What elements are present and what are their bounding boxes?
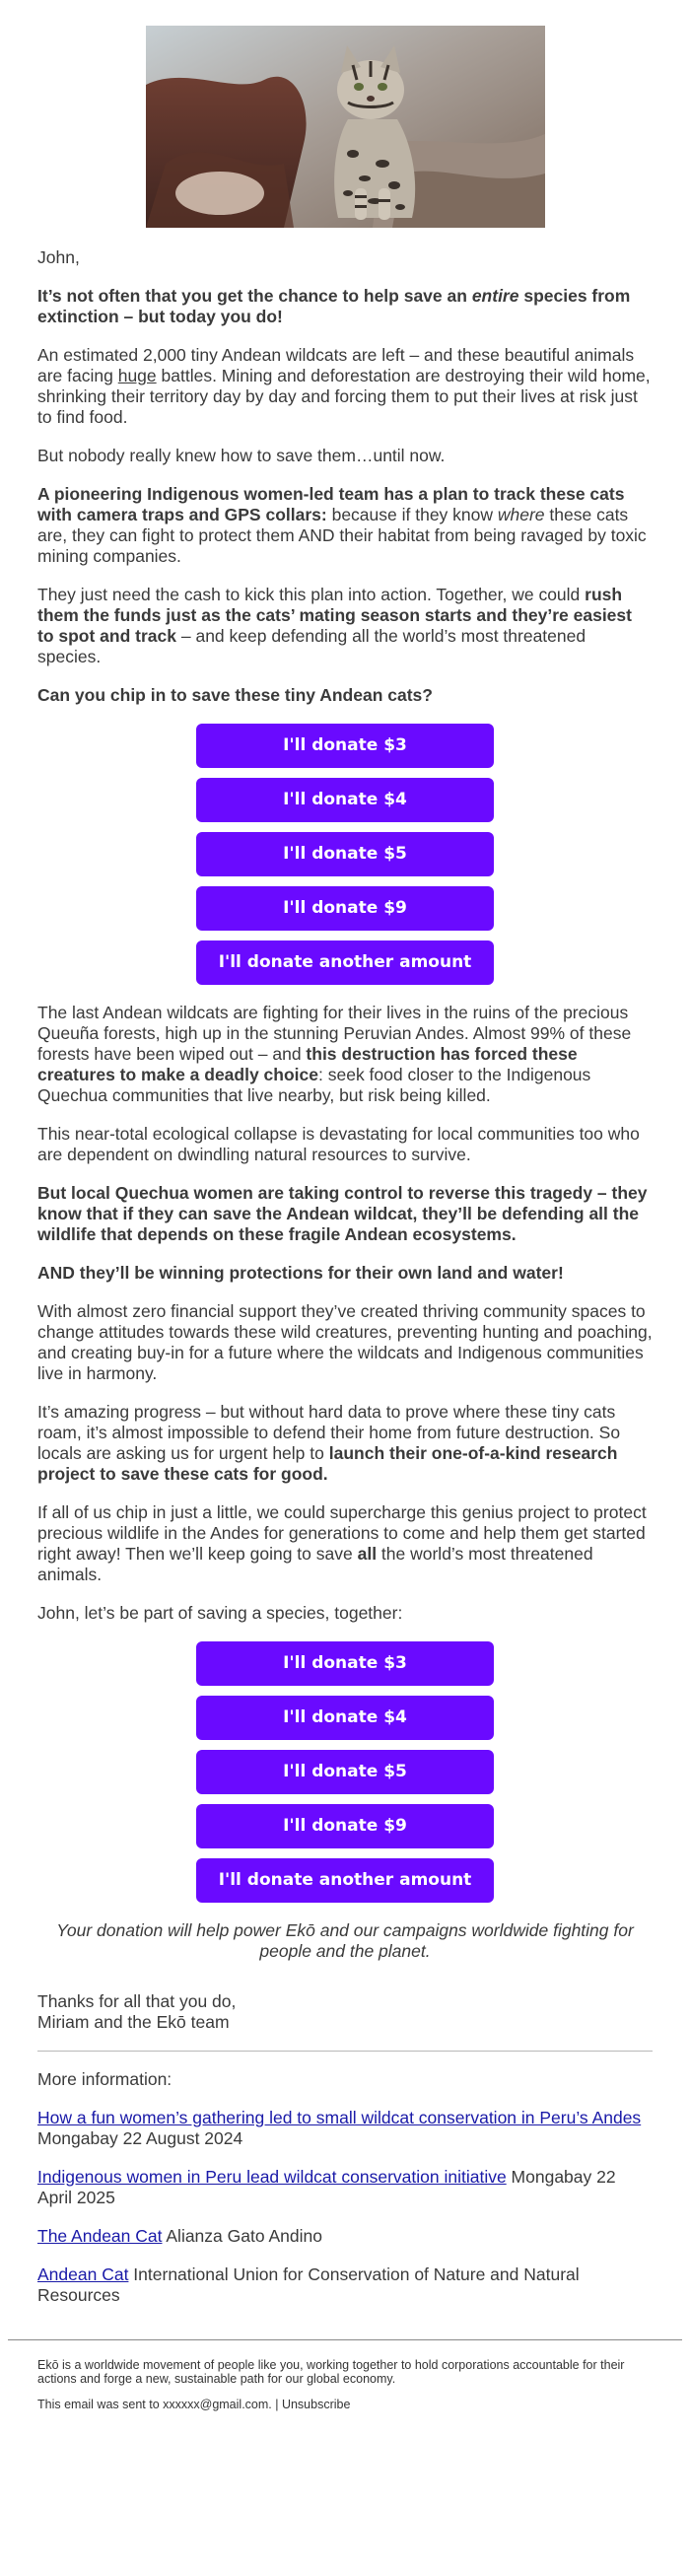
intro-text-c: species from extinction – but today you do! bbox=[37, 286, 631, 326]
para4-text-d: these cats are, they can fight to protect them AND their habitat from being ravaged by toxic mining companies. bbox=[37, 505, 647, 566]
reference-source: Mongabay 22 April 2025 bbox=[37, 2167, 616, 2207]
paragraph-forests bbox=[37, 1003, 653, 1106]
divider bbox=[37, 2051, 653, 2052]
donate-other-amount-button[interactable]: I'll donate another amount bbox=[196, 940, 494, 985]
reference-source: Mongabay 22 August 2024 bbox=[37, 2128, 243, 2148]
reference-source: International Union for Conservation of Nature and Natural Resources bbox=[37, 2264, 580, 2305]
donate-3-button[interactable]: I'll donate $3 bbox=[196, 1641, 494, 1686]
hero-image bbox=[146, 26, 545, 228]
paragraph-quechua-women bbox=[37, 1183, 653, 1245]
para4-bold: A pioneering Indigenous women-led team has a plan to track these cats with camera traps and GPS collars: bbox=[37, 484, 625, 524]
reference-item bbox=[37, 2264, 653, 2306]
donation-note: Your donation will help power Ekō and our campaigns worldwide fighting for people and the planet. bbox=[56, 1920, 634, 1961]
sent-to-notice[interactable]: This email was sent to xxxxxx@gmail.com. | Unsubscribe bbox=[37, 2398, 351, 2411]
paragraph-progress bbox=[37, 1402, 653, 1485]
para11-bold: launch their one-of-a-kind research project to save these cats for good. bbox=[37, 1443, 618, 1484]
donate-5-button[interactable]: I'll donate $5 bbox=[196, 832, 494, 876]
intro-emphasis: entire bbox=[471, 286, 519, 306]
paragraph-protections bbox=[37, 1263, 653, 1284]
paragraph-funds bbox=[37, 585, 653, 667]
reference-link[interactable]: Andean Cat bbox=[37, 2264, 129, 2284]
ask-together: John, let’s be part of saving a species, together: bbox=[37, 1603, 403, 1623]
para12-text-c: the world’s most threatened animals. bbox=[37, 1544, 593, 1584]
paragraph-collapse: This near-total ecological collapse is devastating for local communities too who are dependent on dwindling natural resources to survive. bbox=[37, 1124, 640, 1164]
ask1-text: Can you chip in to save these tiny Andean cats? bbox=[37, 685, 433, 705]
reference-item bbox=[37, 2226, 653, 2247]
reference-link[interactable]: Indigenous women in Peru lead wildcat conservation initiative bbox=[37, 2167, 507, 2187]
donate-5-button[interactable]: I'll donate $5 bbox=[196, 1750, 494, 1794]
donate-9-button[interactable]: I'll donate $9 bbox=[196, 1804, 494, 1848]
donate-button-group-top bbox=[196, 724, 494, 985]
intro-paragraph bbox=[37, 286, 653, 327]
intro-text-a: It’s not often that you get the chance to help save an bbox=[37, 286, 472, 306]
paragraph-supercharge bbox=[37, 1502, 653, 1585]
para11-text-a: It’s amazing progress – but without hard data to prove where these tiny cats roam, it’s almost impossible to defend their home from future destruction. So locals are asking us for urgent help to bbox=[37, 1402, 621, 1463]
para4-text-b: because if they know bbox=[326, 505, 498, 524]
para2-underlined: huge bbox=[117, 366, 157, 385]
about-eko: Ekō is a worldwide movement of people like you, working together to hold corporations accountable for their actions and forge a new, sustainable path for our global economy. bbox=[37, 2358, 625, 2386]
legal-footer bbox=[8, 2339, 682, 2447]
para8-bold: But local Quechua women are taking control to reverse this tragedy – they know that if they can save the Andean wildcat, they’ll be defending all the wildlife that depends on these fragile Andean ecosystems. bbox=[37, 1183, 648, 1244]
reference-source: Alianza Gato Andino bbox=[162, 2226, 322, 2246]
reference-link[interactable]: How a fun women’s gathering led to small wildcat conservation in Peru’s Andes bbox=[37, 2108, 642, 2127]
signoff-line1: Thanks for all that you do, bbox=[37, 1991, 237, 2011]
paragraph-until-now: But nobody really knew how to save them…until now. bbox=[37, 446, 446, 465]
para9-bold: AND they’ll be winning protections for their own land and water! bbox=[37, 1263, 564, 1283]
donate-3-button[interactable]: I'll donate $3 bbox=[196, 724, 494, 768]
para4-italic: where bbox=[497, 505, 545, 524]
donate-other-amount-button[interactable]: I'll donate another amount bbox=[196, 1858, 494, 1903]
para6-text-a: The last Andean wildcats are fighting for their lives in the ruins of the precious Queuña forests, high up in the stunning Peruvian Andes. Almost 99% of these forests have been wiped out – and bbox=[37, 1003, 632, 1064]
para12-bold: all bbox=[357, 1544, 378, 1564]
ask-chip-in bbox=[37, 685, 653, 706]
donate-4-button[interactable]: I'll donate $4 bbox=[196, 778, 494, 822]
more-info-heading: More information: bbox=[37, 2069, 172, 2089]
signoff bbox=[37, 1991, 653, 2033]
reference-item bbox=[37, 2108, 653, 2149]
greeting: John, bbox=[37, 247, 80, 267]
para5-bold: rush them the funds just as the cats’ mating season starts and they’re easiest to spot and track bbox=[37, 585, 632, 646]
paragraph-plan bbox=[37, 484, 653, 567]
paragraph-threats bbox=[37, 345, 653, 428]
paragraph-community: With almost zero financial support they’ve created thriving community spaces to change attitudes towards these wild creatures, preventing hunting and poaching, and creating buy-in for a future where the wildcats and Indigenous communities live in harmony. bbox=[37, 1301, 653, 1383]
reference-link[interactable]: The Andean Cat bbox=[37, 2226, 163, 2246]
para2-text-c: battles. Mining and deforestation are destroying their wild home, shrinking their territory day by day and forcing them to put their lives at risk just to find food. bbox=[37, 366, 651, 427]
email-body bbox=[0, 26, 690, 2447]
para12-text-a: If all of us chip in just a little, we could supercharge this genius project to protect precious wildlife in the Andes for generations to come and help them get started right away! Then we’ll keep going to save bbox=[37, 1502, 647, 1564]
signoff-line2: Miriam and the Ekō team bbox=[37, 2012, 230, 2032]
donate-4-button[interactable]: I'll donate $4 bbox=[196, 1696, 494, 1740]
para5-text-c: – and keep defending all the world’s most threatened species. bbox=[37, 626, 586, 666]
para6-bold: this destruction has forced these creatures to make a deadly choice bbox=[37, 1044, 578, 1084]
letter-content bbox=[0, 247, 690, 2306]
para2-text-a: An estimated 2,000 tiny Andean wildcats are left – and these beautiful animals are facing bbox=[37, 345, 635, 385]
donate-9-button[interactable]: I'll donate $9 bbox=[196, 886, 494, 931]
donate-button-group-bottom bbox=[196, 1641, 494, 1903]
para6-text-c: : seek food closer to the Indigenous Quechua communities that live nearby, but risk being killed. bbox=[37, 1065, 591, 1105]
para5-text-a: They just need the cash to kick this plan into action. Together, we could bbox=[37, 585, 586, 604]
andean-cat-illustration bbox=[146, 26, 545, 228]
reference-item bbox=[37, 2167, 653, 2208]
